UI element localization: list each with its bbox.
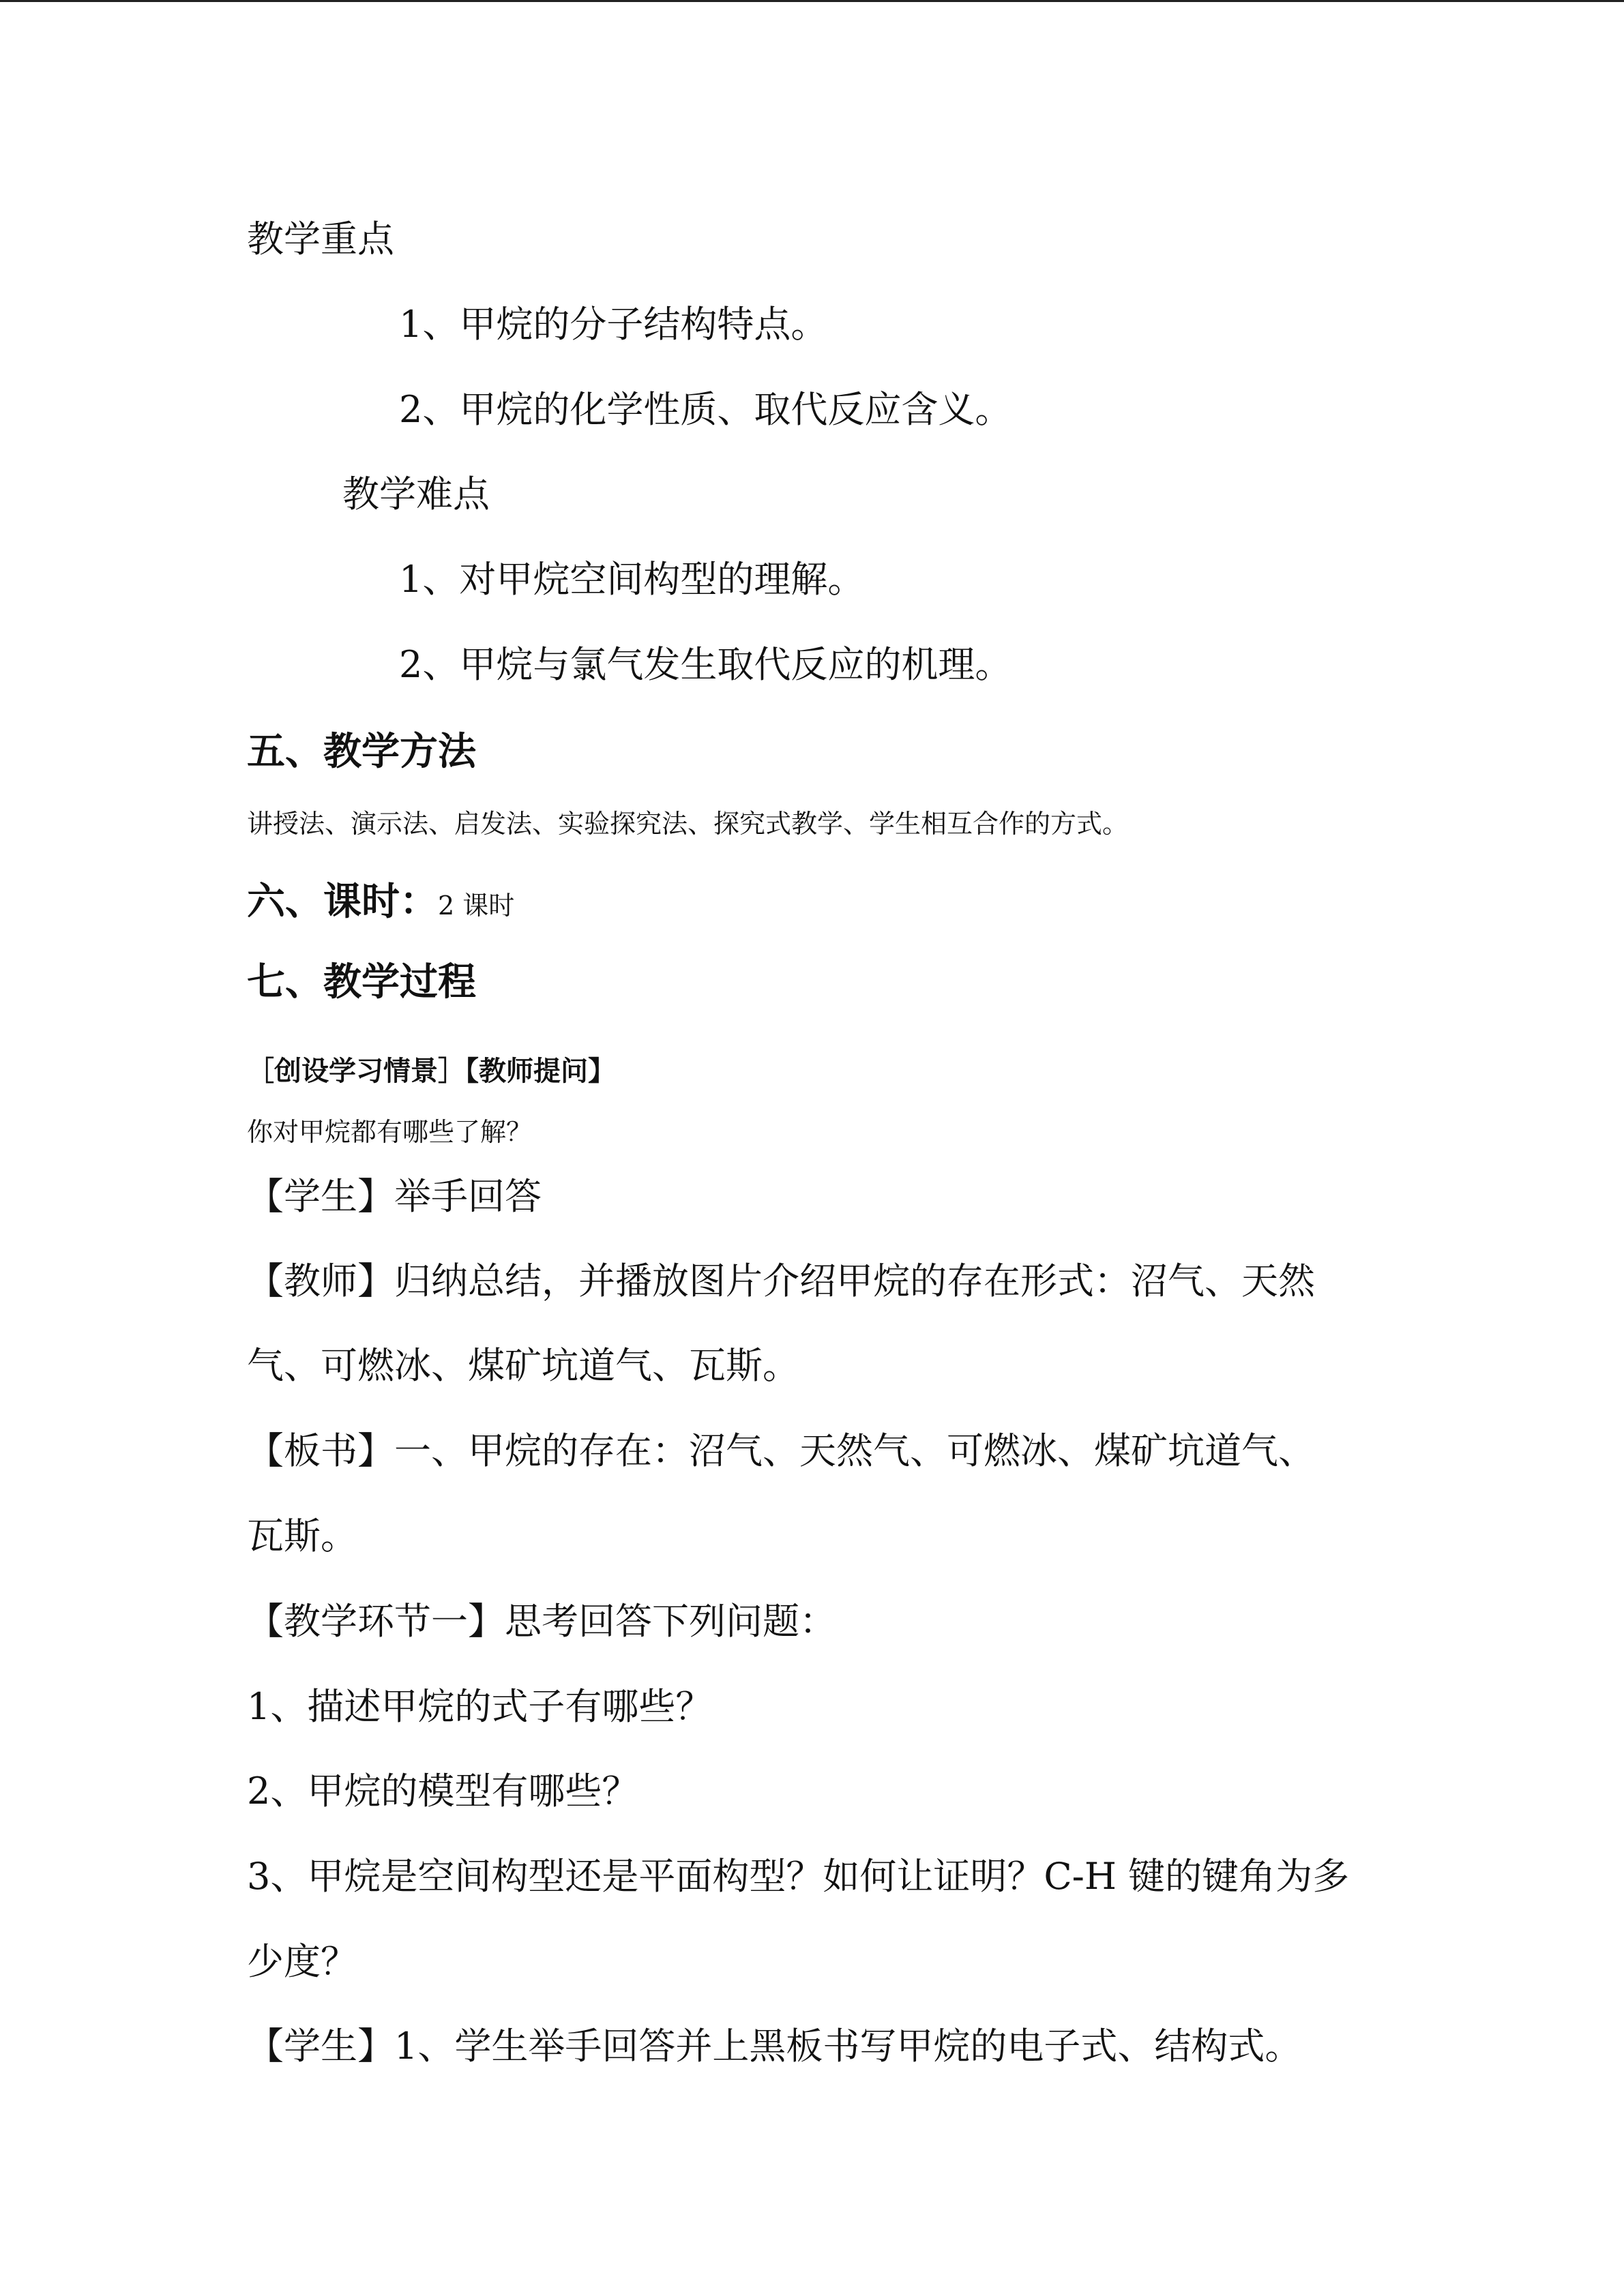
scene-label: ［创设学习情景］【教师提问】 (247, 1055, 615, 1087)
section6-value: 2 课时 (438, 891, 515, 921)
section7-title: 七、教学过程 (247, 959, 476, 1004)
top-border (0, 0, 1624, 2)
teacher-summary-line-2: 气、可燃冰、煤矿坑道气、瓦斯。 (247, 1344, 799, 1387)
difficulty-2: 2、甲烷与氯气发生取代反应的机理。 (399, 643, 1012, 686)
difficulties-heading: 教学难点 (342, 473, 490, 516)
teacher-summary-line-1: 【教师】归纳总结，并播放图片介绍甲烷的存在形式：沼气、天然 (247, 1259, 1315, 1302)
question-2: 2、甲烷的模型有哪些？ (247, 1770, 639, 1813)
scene-question: 你对甲烷都有哪些了解？ (247, 1117, 533, 1147)
key-point-1: 1、甲烷的分子结构特点。 (399, 303, 828, 346)
question-1: 1、描述甲烷的式子有哪些？ (247, 1685, 713, 1728)
section5-title: 五、教学方法 (247, 729, 476, 774)
section5-body: 讲授法、演示法、启发法、实验探究法、探究式教学、学生相互合作的方式。 (247, 809, 1129, 839)
key-point-2: 2、甲烷的化学性质、取代反应含义。 (399, 388, 1012, 431)
student-answer-2: 【学生】1、学生举手回答并上黑板书写甲烷的电子式、结构式。 (247, 2025, 1302, 2068)
key-points-heading: 教学重点 (247, 218, 394, 260)
board-line-1: 【板书】一、甲烷的存在：沼气、天然气、可燃冰、煤矿坑道气、 (247, 1429, 1315, 1472)
section6-row (247, 878, 514, 925)
difficulty-1: 1、对甲烷空间构型的理解。 (399, 558, 865, 601)
student-answer-1: 【学生】举手回答 (247, 1175, 542, 1218)
question-3-line-2: 少度？ (247, 1940, 357, 1983)
board-line-2: 瓦斯。 (247, 1515, 357, 1557)
question-3-line-1: 3、甲烷是空间构型还是平面构型？如何让证明？C-H 键的键角为多 (247, 1855, 1350, 1898)
section6-title: 六、课时： (247, 879, 438, 924)
teaching-link-1: 【教学环节一】思考回答下列问题： (247, 1600, 836, 1643)
